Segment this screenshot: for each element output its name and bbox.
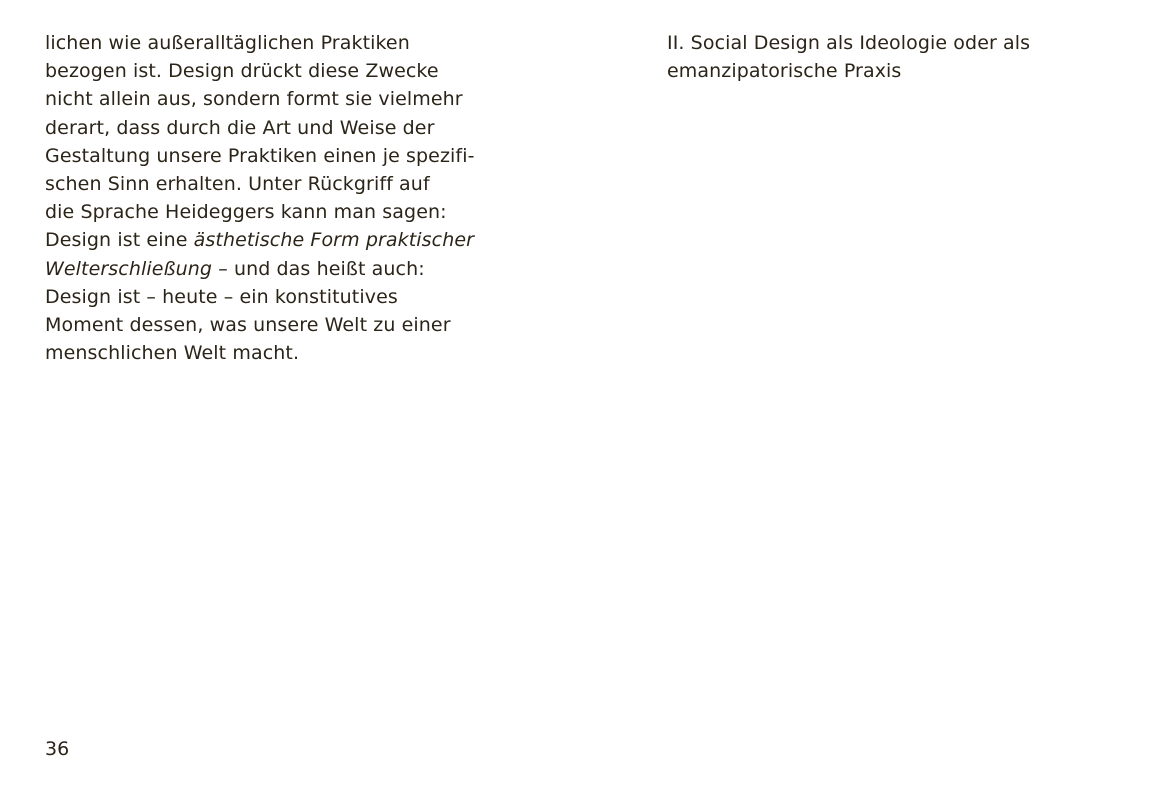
- body-line-with-emphasis: [45, 226, 515, 254]
- body-line: nicht allein aus, sondern formt sie vielmehr: [45, 88, 463, 111]
- emphasized-phrase: ästhetische Form praktischer: [193, 229, 475, 252]
- body-line: Moment dessen, was unsere Welt zu einer: [45, 314, 451, 337]
- body-line: menschlichen Welt macht.: [45, 342, 300, 365]
- emphasized-phrase: Welterschließung: [45, 257, 213, 280]
- body-line: Gestaltung unsere Praktiken einen je spezifi-: [45, 144, 475, 167]
- body-line: bezogen ist. Design drückt diese Zwecke: [45, 60, 439, 83]
- body-line-with-emphasis: [45, 255, 515, 283]
- body-line: schen Sinn erhalten. Unter Rückgriff auf: [45, 173, 430, 196]
- body-line: derart, dass durch die Art und Weise der: [45, 116, 435, 139]
- body-line: lichen wie außeralltäglichen Praktiken: [45, 32, 410, 54]
- heading-line: II. Social Design als Ideologie oder als: [667, 32, 1031, 54]
- right-page-section-heading: [667, 29, 1107, 85]
- body-text-segment: Design ist eine: [45, 229, 194, 252]
- body-text-segment: – und das heißt auch:: [212, 257, 425, 280]
- page-number: 36: [45, 738, 70, 760]
- body-line: die Sprache Heideggers kann man sagen:: [45, 201, 447, 224]
- heading-line: emanzipatorische Praxis: [667, 60, 902, 83]
- body-line: Design ist – heute – ein konstitutives: [45, 285, 398, 308]
- left-page-body-text: [45, 29, 515, 367]
